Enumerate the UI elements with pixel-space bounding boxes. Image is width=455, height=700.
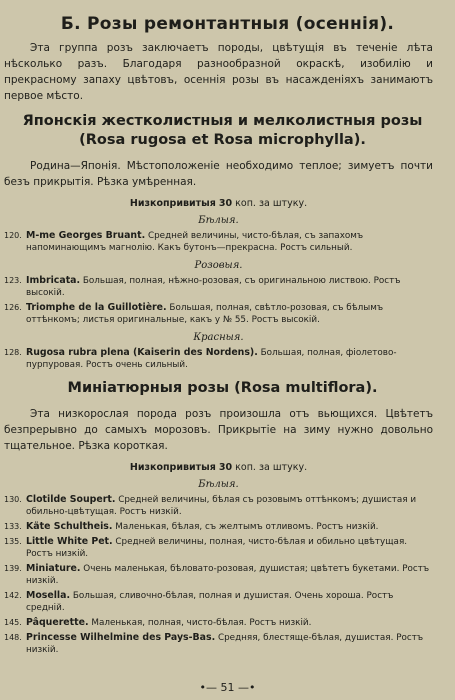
rose-name: Triomphe de la Guillotière. (26, 302, 167, 313)
entry-number: 130. (4, 495, 22, 504)
rose-name: Käte Schultheis. (26, 521, 113, 532)
rose-name: M-me Georges Bruant. (26, 230, 146, 241)
category-pink-rugosa: Розовыя. (194, 260, 243, 271)
entries-pink-rugosa (4, 275, 433, 326)
category-white-rugosa: Бѣлыя. (198, 215, 239, 226)
rose-name: Princesse Wilhelmine des Pays-Bas. (26, 632, 216, 643)
rose-entry (4, 302, 433, 326)
rose-description: Большая, полная, фіолетово-пурпуровая. Ростъ очень сильный. (26, 348, 397, 370)
rose-description: Большая, полная, свѣтло-розовая, съ бѣлымъ оттѣнкомъ; листья оригинальные, какъ у № 55. Ростъ высокій. (26, 303, 384, 325)
section-title-rugosa-line2: (Rosa rugosa et Rosa microphylla). (79, 132, 366, 148)
section-title-rugosa-line1: Японскія жестколистныя и мелколистныя розы (22, 113, 423, 129)
rose-name: Pâquerette. (26, 617, 89, 628)
rose-name: Miniature. (26, 563, 81, 574)
section-title-rugosa (12, 112, 433, 150)
price-prefix: Низкопривитыя (129, 198, 216, 209)
category-red-rugosa: Красныя. (193, 332, 244, 343)
entries-white-multiflora (4, 494, 433, 656)
rose-entry (4, 275, 433, 299)
rose-entry (4, 617, 433, 629)
price-value: 30 (218, 462, 233, 473)
rose-entry (4, 563, 433, 587)
entry-number: 139. (4, 564, 22, 573)
entry-number: 145. (4, 618, 22, 627)
rose-description: Маленькая, бѣлая, съ желтымъ отливомъ. Ростъ низкій. (115, 522, 379, 532)
rose-description: Средней величины, бѣлая съ розовымъ оттѣнкомъ; душистая и обильно-цвѣтущая. Ростъ низкій. (26, 495, 417, 517)
rose-entry (4, 494, 433, 518)
rose-entry (4, 521, 433, 533)
entry-number: 135. (4, 537, 22, 546)
price-prefix: Низкопривитыя (129, 462, 216, 473)
entry-number: 133. (4, 522, 22, 531)
entry-number: 128. (4, 348, 22, 357)
page-number: •— 51 —• (199, 681, 256, 694)
category-white-multiflora: Бѣлыя. (198, 479, 239, 490)
entries-red-rugosa (4, 347, 433, 371)
rose-entry (4, 536, 433, 560)
section-intro-rugosa: Родина—Японія. Мѣстоположеніе необходимо теплое; зимуетъ почти безъ прикрытія. Рѣзка умѣренная. (4, 160, 433, 188)
rose-description: Средняя, блестяще-бѣлая, душистая. Ростъ низкій. (26, 633, 424, 655)
entry-number: 126. (4, 303, 22, 312)
price-value: 30 (218, 198, 233, 209)
rose-entry (4, 590, 433, 614)
entries-white-rugosa (4, 230, 433, 254)
rose-name: Rugosa rubra plena (Kaiserin des Nordens). (26, 347, 258, 358)
section-intro-multiflora: Эта низкорослая порода розъ произошла отъ вьющихся. Цвѣтетъ безпрерывно до самыхъ морозовъ. Прикрытіе на зиму нужно довольно тщательное. Рѣзка короткая. (4, 408, 433, 452)
rose-name: Little White Pet. (26, 536, 113, 547)
rose-name: Mosella. (26, 590, 71, 601)
section-intro-remontant: Эта группа розъ заключаетъ породы, цвѣтущія въ теченіе лѣта нѣсколько разъ. Благодаря разнообразной окраскѣ, изобилію и прекрасному запаху цвѣтовъ, осеннія розы въ насажденіяхъ занимаютъ первое мѣсто. (4, 42, 433, 102)
rose-name: Imbricata. (26, 275, 81, 286)
rose-entry (4, 347, 433, 371)
price-suffix: коп. за штуку. (235, 462, 308, 473)
rose-description: Большая, сливочно-бѣлая, полная и душистая. Очень хороша. Ростъ средній. (26, 591, 394, 613)
rose-entry (4, 230, 433, 254)
price-line-multiflora (4, 462, 433, 473)
rose-description: Большая, полная, нѣжно-розовая, съ оригинальною листвою. Ростъ высокій. (26, 276, 401, 298)
price-suffix: коп. за штуку. (235, 198, 308, 209)
rose-description: Очень маленькая, бѣловато-розовая, душистая; цвѣтетъ букетами. Ростъ низкій. (26, 564, 430, 586)
entry-number: 148. (4, 633, 22, 642)
rose-description: Средней величины, чисто-бѣлая, съ запахомъ напоминающимъ магнолію. Какъ бутонъ—прекрасна. Ростъ сильный. (26, 231, 364, 253)
rose-description: Маленькая, полная, чисто-бѣлая. Ростъ низкій. (91, 618, 312, 628)
section-title-multiflora: Миніатюрныя розы (Rosa multiflora). (67, 380, 378, 396)
rose-name: Clotilde Soupert. (26, 494, 116, 505)
rose-description: Средней величины, полная, чисто-бѣлая и обильно цвѣтущая. Ростъ низкій. (26, 537, 408, 559)
entry-number: 120. (4, 231, 22, 240)
entry-number: 123. (4, 276, 22, 285)
rose-entry (4, 632, 433, 656)
price-line-rugosa (4, 198, 433, 209)
section-title-remontant: Б. Розы ремонтантныя (осеннія). (60, 14, 395, 34)
entry-number: 142. (4, 591, 22, 600)
